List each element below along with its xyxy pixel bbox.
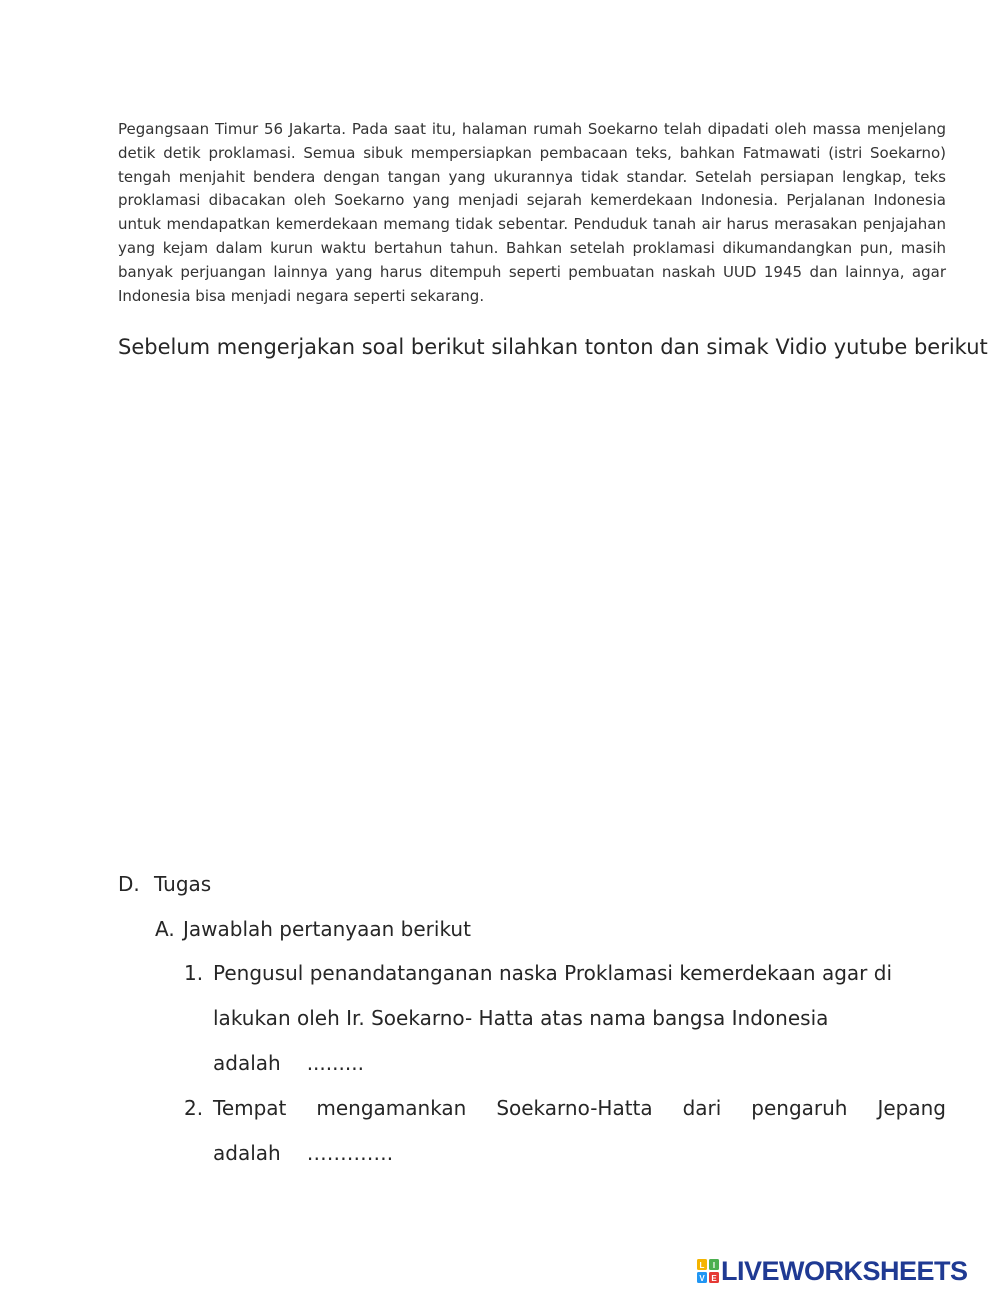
question-word: mengamankan	[316, 1096, 467, 1120]
answer-line	[213, 1131, 946, 1176]
question-2	[184, 1086, 946, 1176]
question-1	[184, 951, 946, 1086]
answer-line	[213, 1041, 946, 1086]
liveworksheets-icon	[697, 1259, 719, 1283]
question-word: dari	[682, 1096, 722, 1120]
question-word: pengaruh	[751, 1096, 848, 1120]
subsection-title: Jawablah pertanyaan berikut	[183, 917, 471, 941]
video-placeholder	[118, 380, 946, 850]
reading-paragraph: Pegangsaan Timur 56 Jakarta. Pada saat itu, halaman rumah Soekarno telah dipadati oleh massa menjelang detik detik proklamasi. Semua sibuk mempersiapkan pembacaan teks, bahkan Fatmawati (istri Soekarno) tengah menjahit bendera dengan tangan yang ukurannya tidak standar. Setelah persiapan lengkap, teks proklamasi dibacakan oleh Soekarno yang menjadi sejarah kemerdekaan Indonesia. Perjalanan Indonesia untuk mendapatkan kemerdekaan memang tidak sebentar. Penduduk tanah air harus merasakan penjajahan yang kejam dalam kurun waktu bertahun tahun. Bahkan setelah proklamasi dikumandangkan pun, masih banyak perjuangan lainnya yang harus ditempuh seperti pembuatan naskah UUD 1945 dan lainnya, agar Indonesia bisa menjadi negara seperti sekarang.	[118, 120, 946, 305]
video-instruction: Sebelum mengerjakan soal berikut silahkan tonton dan simak Vidio yutube berikut	[118, 335, 988, 359]
svg-text:V: V	[699, 1274, 705, 1283]
question-text-line: Pengusul penandatanganan naska Proklamasi kemerdekaan agar di	[213, 961, 892, 985]
answer-prefix: adalah	[213, 1051, 281, 1075]
question-text-line	[213, 1086, 946, 1131]
answer-blank[interactable]: ………….	[306, 1141, 394, 1165]
subsection-label: A.	[155, 917, 175, 941]
svg-text:E: E	[711, 1274, 717, 1283]
svg-text:L: L	[699, 1261, 705, 1270]
svg-text:I: I	[712, 1261, 716, 1270]
question-word: Soekarno-Hatta	[496, 1096, 653, 1120]
question-text-line: lakukan oleh Ir. Soekarno- Hatta atas nama bangsa Indonesia	[213, 1006, 829, 1030]
answer-prefix: adalah	[213, 1141, 281, 1165]
question-word: Tempat	[213, 1096, 287, 1120]
answer-blank[interactable]: .........	[306, 1051, 364, 1075]
logo-text: LIVEWORKSHEETS	[721, 1256, 968, 1286]
question-word: Jepang	[877, 1096, 946, 1120]
section-heading	[118, 869, 211, 899]
subsection-heading	[155, 914, 471, 944]
section-title: Tugas	[154, 872, 212, 896]
question-number: 2.	[184, 1096, 204, 1120]
liveworksheets-logo[interactable]	[697, 1256, 968, 1286]
section-label: D.	[118, 872, 140, 896]
question-number: 1.	[184, 961, 204, 985]
